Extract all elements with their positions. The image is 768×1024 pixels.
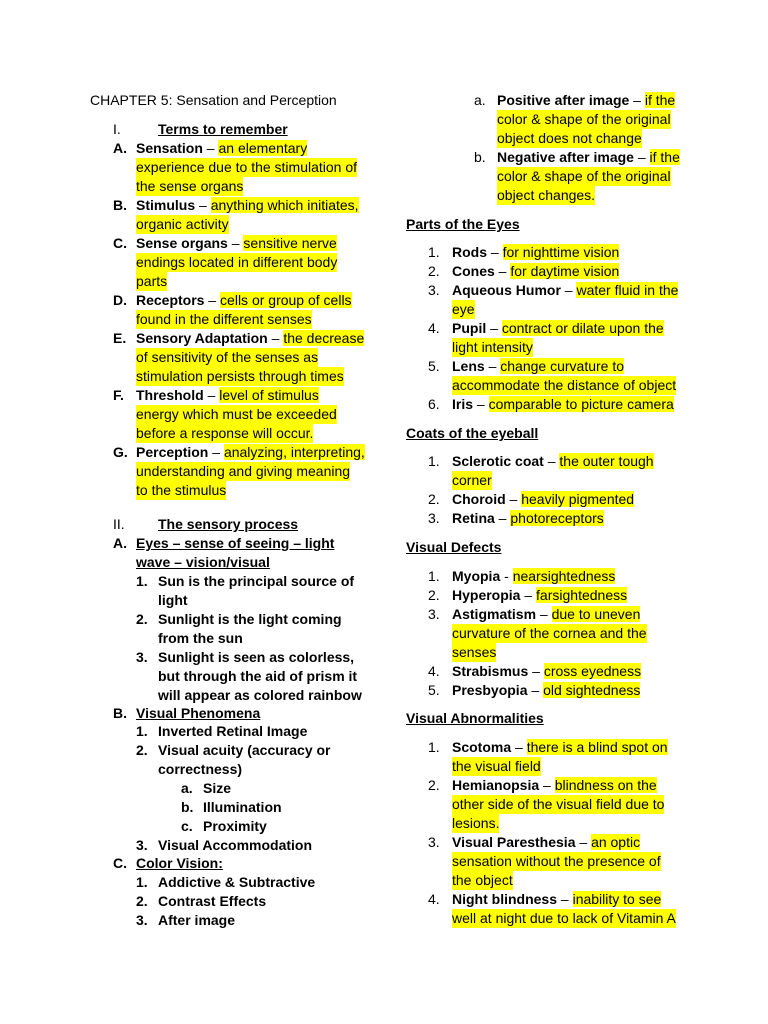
- list-number: 2.: [136, 893, 148, 909]
- list-item-text: but through the aid of prism it: [158, 668, 358, 684]
- coat-entry-number: 2.: [428, 491, 440, 507]
- term-entry-definition-line: endings located in different body: [136, 254, 338, 270]
- term-entry-definition-line: to the stimulus: [136, 482, 227, 498]
- abnormality-entry-term: Scotoma: [452, 739, 512, 755]
- defect-entry-definition-line: curvature of the cornea and the: [452, 625, 647, 641]
- list-item-text: Sunlight is seen as colorless,: [158, 649, 355, 665]
- eye-part-entry-first-line: [452, 243, 619, 262]
- defect-entry-separator: –: [536, 606, 552, 622]
- list-number: 1.: [136, 723, 148, 739]
- term-entry-definition: cells or group of cells: [220, 292, 352, 308]
- eye-part-entry-term: Rods: [452, 244, 487, 260]
- term-entry-definition-line: before a response will occur.: [136, 425, 314, 441]
- list-number: c.: [181, 818, 193, 834]
- term-entry-separator: –: [203, 387, 220, 403]
- coat-entry-term: Sclerotic coat: [452, 453, 544, 469]
- abnormality-entry-definition-line: sensation without the presence of: [452, 853, 661, 869]
- subsection-letter: A.: [113, 535, 127, 551]
- term-entry-term: Receptors: [136, 292, 205, 308]
- chapter-title: CHAPTER 5: Sensation and Perception: [90, 92, 337, 108]
- list-number: 1.: [136, 573, 148, 589]
- eye-part-entry-separator: –: [487, 244, 503, 260]
- list-item-text: Illumination: [203, 799, 282, 815]
- eye-part-entry-definition: comparable to picture camera: [488, 396, 674, 412]
- abnormality-entry-definition: an optic: [591, 834, 641, 850]
- list-number: 1.: [136, 874, 148, 890]
- term-entry-definition: level of stimulus: [219, 387, 319, 403]
- abnormality-entry-first-line: [452, 738, 668, 757]
- eye-part-entry-separator: –: [486, 320, 502, 336]
- after-image-entry-separator: –: [629, 92, 645, 108]
- eye-part-entry-first-line: [452, 395, 674, 414]
- defect-entry-term: Hyperopia: [452, 587, 521, 603]
- defect-entry-separator: –: [527, 682, 544, 698]
- eye-part-entry-term: Lens: [452, 358, 485, 374]
- abnormality-entry-first-line: [452, 776, 657, 795]
- term-entry-definition: an elementary: [218, 140, 308, 156]
- abnormality-entry-term: Hemianopsia: [452, 777, 540, 793]
- abnormality-entry-definition-line: the object: [452, 872, 513, 888]
- term-entry-definition: the decrease: [283, 330, 365, 346]
- abnormality-entry-definition: there is a blind spot on: [526, 739, 668, 755]
- abnormality-entry-term: Night blindness: [452, 891, 557, 907]
- abnormality-entry-definition: inability to see: [572, 891, 662, 907]
- after-image-entry-definition: if the: [644, 92, 676, 108]
- coat-entry-number: 3.: [428, 510, 440, 526]
- after-image-entry-definition-line: color & shape of the original: [497, 168, 671, 184]
- list-number: 2.: [136, 742, 148, 758]
- subsection-letter: B.: [113, 705, 127, 721]
- term-entry-term: Perception: [136, 444, 209, 460]
- term-entry-separator: –: [267, 330, 284, 346]
- defect-entry-definition: due to uneven: [551, 606, 641, 622]
- coat-entry-number: 1.: [428, 453, 440, 469]
- term-entry-separator: –: [195, 197, 211, 213]
- heading-visual-abnormalities: Visual Abnormalities: [406, 710, 544, 726]
- eye-part-entry-number: 4.: [428, 320, 440, 336]
- term-entry-letter: A.: [113, 140, 127, 156]
- defect-entry-first-line: [452, 586, 627, 605]
- coat-entry-term: Choroid: [452, 491, 506, 507]
- section-number: I.: [113, 121, 121, 137]
- eye-part-entry-definition: for daytime vision: [510, 263, 620, 279]
- abnormality-entry-definition-line: lesions.: [452, 815, 500, 831]
- defect-entry-separator: –: [528, 663, 544, 679]
- section-number: II.: [113, 516, 125, 532]
- term-entry-term: Threshold: [136, 387, 204, 403]
- term-entry-first-line: [136, 291, 352, 310]
- defect-entry-definition: farsightedness: [536, 587, 628, 603]
- defect-entry-number: 5.: [428, 682, 440, 698]
- eye-part-entry-definition-line: accommodate the distance of object: [452, 377, 677, 393]
- abnormality-entry-separator: –: [575, 834, 592, 850]
- abnormality-entry-definition-line: other side of the visual field due to: [452, 796, 665, 812]
- coat-entry-separator: –: [494, 510, 511, 526]
- section-title: Terms to remember: [158, 121, 288, 137]
- abnormality-entry-number: 2.: [428, 777, 440, 793]
- after-image-entry-number: a.: [474, 92, 486, 108]
- eye-part-entry-definition: change curvature to: [500, 358, 625, 374]
- term-entry-first-line: [136, 443, 365, 462]
- eye-part-entry-separator: –: [560, 282, 577, 298]
- eye-part-entry-term: Aqueous Humor: [452, 282, 561, 298]
- defect-entry-first-line: [452, 567, 615, 586]
- term-entry-definition-line: energy which must be exceeded: [136, 406, 337, 422]
- term-entry-letter: B.: [113, 197, 127, 213]
- list-number: 3.: [136, 837, 148, 853]
- list-item-text: correctness): [158, 761, 243, 777]
- list-item-text: light: [158, 592, 188, 608]
- term-entry-definition-line: the sense organs: [136, 178, 244, 194]
- eye-part-entry-number: 2.: [428, 263, 440, 279]
- eye-part-entry-term: Iris: [452, 396, 474, 412]
- list-item-text: Size: [203, 780, 232, 796]
- defect-entry-first-line: [452, 681, 640, 700]
- term-entry-term: Stimulus: [136, 197, 196, 213]
- term-entry-definition-line: understanding and giving meaning: [136, 463, 351, 479]
- coat-entry-first-line: [452, 490, 634, 509]
- eye-part-entry-definition: water fluid in the: [576, 282, 679, 298]
- after-image-entry-number: b.: [474, 149, 486, 165]
- after-image-entry-definition: if the: [649, 149, 680, 165]
- after-image-entry-definition-line: object changes.: [497, 187, 596, 203]
- eye-part-entry-term: Cones: [452, 263, 495, 279]
- subsection-title: Eyes – sense of seeing – light: [136, 535, 335, 551]
- term-entry-letter: D.: [113, 292, 127, 308]
- list-item-text: Visual Accommodation: [158, 837, 313, 853]
- heading-coats: Coats of the eyeball: [406, 425, 539, 441]
- after-image-entry-definition-line: color & shape of the original: [497, 111, 671, 127]
- eye-part-entry-separator: –: [473, 396, 489, 412]
- heading-parts-of-eyes: Parts of the Eyes: [406, 216, 520, 232]
- coat-entry-separator: –: [543, 453, 560, 469]
- eye-part-entry-definition: contract or dilate upon the: [501, 320, 664, 336]
- abnormality-entry-number: 4.: [428, 891, 440, 907]
- eye-part-entry-number: 1.: [428, 244, 440, 260]
- term-entry-definition-line: parts: [136, 273, 168, 289]
- after-image-entry-definition-line: object does not change: [497, 130, 642, 146]
- list-number: 2.: [136, 611, 148, 627]
- term-entry-term: Sensation: [136, 140, 203, 156]
- after-image-entry-first-line: [497, 91, 675, 110]
- defect-entry-term: Astigmatism: [452, 606, 537, 622]
- eye-part-entry-separator: –: [484, 358, 501, 374]
- term-entry-definition-line: stimulation persists through times: [136, 368, 344, 384]
- coat-entry-definition: photoreceptors: [510, 510, 604, 526]
- list-number: b.: [181, 799, 194, 815]
- abnormality-entry-definition: blindness on the: [554, 777, 657, 793]
- coat-entry-definition: heavily pigmented: [521, 491, 635, 507]
- term-entry-separator: –: [208, 444, 224, 460]
- term-entry-first-line: [136, 139, 307, 158]
- coat-entry-definition-line: corner: [452, 472, 492, 488]
- list-item-text: Contrast Effects: [158, 893, 267, 909]
- defect-entry-separator: -: [500, 568, 513, 584]
- term-entry-definition: analyzing, interpreting,: [223, 444, 365, 460]
- list-item-text: from the sun: [158, 630, 243, 646]
- defect-entry-number: 4.: [428, 663, 440, 679]
- abnormality-entry-number: 1.: [428, 739, 440, 755]
- defect-entry-definition: cross eyedness: [543, 663, 642, 679]
- term-entry-first-line: [136, 234, 337, 253]
- term-entry-definition-line: organic activity: [136, 216, 229, 232]
- eye-part-entry-definition-line: eye: [452, 301, 475, 317]
- defect-entry-separator: –: [520, 587, 537, 603]
- term-entry-letter: F.: [113, 387, 124, 403]
- heading-visual-defects: Visual Defects: [406, 539, 502, 555]
- section-title: The sensory process: [158, 516, 299, 532]
- eye-part-entry-first-line: [452, 262, 619, 281]
- defect-entry-first-line: [452, 662, 641, 681]
- list-item-text: Sun is the principal source of: [158, 573, 355, 589]
- list-item-text: will appear as colored rainbow: [158, 687, 362, 703]
- abnormality-entry-separator: –: [557, 891, 573, 907]
- defect-entry-term: Myopia: [452, 568, 501, 584]
- term-entry-definition: anything which initiates,: [210, 197, 359, 213]
- coat-entry-definition: the outer tough: [559, 453, 654, 469]
- eye-part-entry-term: Pupil: [452, 320, 487, 336]
- after-image-entry-term: Negative after image: [497, 149, 634, 165]
- list-item-text: Addictive & Subtractive: [158, 874, 316, 890]
- term-entry-first-line: [136, 196, 359, 215]
- eye-part-entry-number: 6.: [428, 396, 440, 412]
- coat-entry-first-line: [452, 452, 654, 471]
- list-item-text: Sunlight is the light coming: [158, 611, 342, 627]
- term-entry-definition-line: found in the different senses: [136, 311, 312, 327]
- defect-entry-number: 1.: [428, 568, 440, 584]
- eye-part-entry-definition: for nighttime vision: [502, 244, 620, 260]
- list-item-text: Proximity: [203, 818, 267, 834]
- term-entry-first-line: [136, 386, 319, 405]
- list-item-text: Inverted Retinal Image: [158, 723, 308, 739]
- eye-part-entry-number: 5.: [428, 358, 440, 374]
- defect-entry-definition: old sightedness: [543, 682, 641, 698]
- defect-entry-number: 2.: [428, 587, 440, 603]
- term-entry-letter: E.: [113, 330, 127, 346]
- defect-entry-term: Presbyopia: [452, 682, 528, 698]
- abnormality-entry-first-line: [452, 890, 661, 909]
- term-entry-term: Sense organs: [136, 235, 228, 251]
- after-image-entry-separator: –: [633, 149, 650, 165]
- eye-part-entry-first-line: [452, 281, 678, 300]
- eye-part-entry-first-line: [452, 357, 624, 376]
- abnormality-entry-term: Visual Paresthesia: [452, 834, 576, 850]
- defect-entry-term: Strabismus: [452, 663, 529, 679]
- defect-entry-definition: nearsightedness: [512, 568, 616, 584]
- abnormality-entry-definition-line: the visual field: [452, 758, 541, 774]
- defect-entry-definition-line: senses: [452, 644, 497, 660]
- term-entry-separator: –: [227, 235, 244, 251]
- abnormality-entry-separator: –: [511, 739, 527, 755]
- coat-entry-term: Retina: [452, 510, 495, 526]
- defect-entry-number: 3.: [428, 606, 440, 622]
- term-entry-separator: –: [202, 140, 219, 156]
- eye-part-entry-first-line: [452, 319, 664, 338]
- term-entry-definition: sensitive nerve: [243, 235, 337, 251]
- term-entry-definition-line: of sensitivity of the senses as: [136, 349, 319, 365]
- after-image-entry-term: Positive after image: [497, 92, 630, 108]
- term-entry-separator: –: [204, 292, 221, 308]
- eye-part-entry-separator: –: [494, 263, 511, 279]
- list-number: 3.: [136, 649, 148, 665]
- subsection-title: Color Vision:: [136, 855, 223, 871]
- term-entry-letter: C.: [113, 235, 127, 251]
- abnormality-entry-definition-line: well at night due to lack of Vitamin A: [452, 910, 676, 926]
- subsection-letter: C.: [113, 855, 127, 871]
- coat-entry-separator: –: [505, 491, 522, 507]
- subsection-title: wave – vision/visual: [136, 554, 270, 570]
- defect-entry-first-line: [452, 605, 640, 624]
- term-entry-definition-line: experience due to the stimulation of: [136, 159, 358, 175]
- abnormality-entry-number: 3.: [428, 834, 440, 850]
- after-image-entry-first-line: [497, 148, 680, 167]
- term-entry-first-line: [136, 329, 364, 348]
- abnormality-entry-first-line: [452, 833, 640, 852]
- eye-part-entry-definition-line: light intensity: [452, 339, 533, 355]
- list-item-text: Visual acuity (accuracy or: [158, 742, 331, 758]
- term-entry-letter: G.: [113, 444, 128, 460]
- coat-entry-first-line: [452, 509, 604, 528]
- list-item-text: After image: [158, 912, 236, 928]
- eye-part-entry-number: 3.: [428, 282, 440, 298]
- term-entry-term: Sensory Adaptation: [136, 330, 268, 346]
- subsection-title: Visual Phenomena: [136, 705, 261, 721]
- list-number: 3.: [136, 912, 148, 928]
- abnormality-entry-separator: –: [539, 777, 555, 793]
- list-number: a.: [181, 780, 193, 796]
